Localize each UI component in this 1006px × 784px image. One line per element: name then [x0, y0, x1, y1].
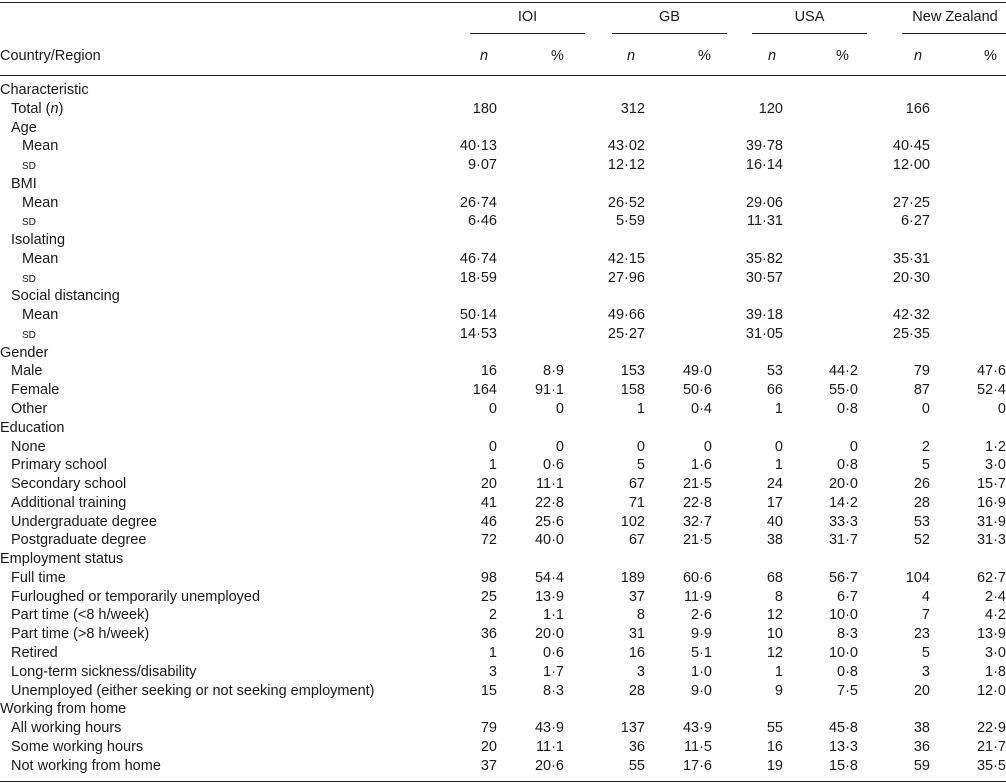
cell-gb-n: 28 — [628, 682, 645, 699]
cell-usa-n: 68 — [766, 569, 783, 586]
cell-gb-pct: 11·5 — [684, 738, 712, 755]
table-row — [0, 381, 1006, 400]
cell-gb-pct: 1·6 — [691, 457, 712, 474]
subheader-n-ioi: n — [480, 48, 489, 64]
table-row — [0, 475, 1006, 494]
cell-ioi-n: 46·74 — [459, 250, 497, 267]
cell-usa-n: 1 — [774, 401, 783, 418]
cell-gb-pct: 1·0 — [691, 663, 712, 680]
table-row — [0, 494, 1006, 513]
cell-usa-pct: 56·7 — [828, 569, 858, 586]
row-label: Characteristic — [0, 82, 89, 98]
cell-nz-n: 0 — [921, 401, 930, 418]
cell-nz-pct: 21·7 — [976, 738, 1006, 755]
cell-gb-pct: 17·6 — [682, 757, 712, 774]
table-row — [0, 175, 1006, 194]
table-row — [0, 81, 1006, 100]
cell-nz-n: 2 — [921, 438, 930, 455]
table-row — [0, 287, 1006, 306]
cell-nz-n: 28 — [913, 494, 930, 511]
cell-usa-pct: 7·5 — [837, 682, 858, 699]
cell-usa-n: 8 — [774, 588, 783, 605]
cell-gb-pct: 21·5 — [682, 532, 712, 549]
cell-gb-n: 31 — [628, 626, 645, 643]
cell-nz-pct: 0 — [997, 401, 1006, 418]
cell-usa-pct: 31·7 — [828, 532, 858, 549]
cell-nz-n: 5 — [921, 644, 930, 661]
cell-usa-pct: 0·8 — [837, 401, 858, 418]
cell-gb-n: 312 — [620, 100, 645, 117]
cell-gb-n: 67 — [628, 532, 645, 549]
cell-ioi-pct: 0 — [555, 401, 564, 418]
cell-ioi-n: 180 — [472, 100, 497, 117]
cell-gb-n: 8 — [636, 607, 645, 624]
table-row — [0, 269, 1006, 288]
row-label: Age — [11, 119, 37, 136]
cell-usa-pct: 0·8 — [837, 663, 858, 680]
cell-usa-n: 39·78 — [745, 138, 783, 155]
cell-ioi-pct: 0·6 — [543, 457, 564, 474]
cell-gb-n: 16 — [628, 644, 645, 661]
cell-nz-pct: 35·5 — [976, 757, 1006, 774]
row-label: Some working hours — [11, 738, 144, 755]
cell-nz-n: 27·25 — [892, 194, 930, 211]
row-label: Part time (<8 h/week) — [11, 607, 150, 624]
cell-gb-n: 26·52 — [607, 194, 645, 211]
cell-ioi-pct: 43·9 — [534, 720, 564, 737]
cell-usa-pct: 20·0 — [828, 476, 858, 493]
cell-ioi-n: 1 — [488, 644, 497, 661]
cell-nz-n: 40·45 — [892, 138, 930, 155]
row-label: BMI — [11, 175, 37, 192]
cell-gb-n: 3 — [636, 663, 645, 680]
cell-ioi-pct: 0 — [555, 438, 564, 455]
cell-usa-n: 19 — [766, 757, 783, 774]
cell-gb-pct: 60·6 — [682, 569, 712, 586]
cell-nz-pct: 3·0 — [985, 644, 1006, 661]
cell-gb-pct: 5·1 — [691, 644, 712, 661]
cell-gb-pct: 9·0 — [691, 682, 712, 699]
cell-usa-n: 35·82 — [745, 250, 783, 267]
cell-nz-pct: 16·9 — [976, 494, 1006, 511]
cell-usa-pct: 0 — [849, 438, 858, 455]
table-row — [0, 663, 1006, 682]
table-body — [0, 81, 1006, 775]
row-label: sd — [22, 269, 36, 286]
cell-gb-n: 5·59 — [615, 213, 645, 230]
subheader-pct-nz: % — [984, 48, 997, 64]
cell-usa-pct: 55·0 — [828, 382, 858, 399]
subheader-n-gb: n — [627, 48, 636, 64]
cell-ioi-n: 98 — [480, 569, 497, 586]
cell-ioi-pct: 20·0 — [534, 626, 564, 643]
cell-gb-pct: 2·6 — [691, 607, 712, 624]
cell-usa-n: 38 — [766, 532, 783, 549]
cell-nz-n: 7 — [921, 607, 930, 624]
cell-nz-n: 12·00 — [892, 157, 930, 174]
table-row — [0, 250, 1006, 269]
cell-gb-pct: 49·0 — [682, 363, 712, 380]
cell-usa-n: 12 — [766, 607, 783, 624]
cell-gb-n: 43·02 — [607, 138, 645, 155]
cell-usa-n: 10 — [766, 626, 783, 643]
cell-gb-pct: 43·9 — [682, 720, 712, 737]
table-row — [0, 362, 1006, 381]
row-label: Working from home — [0, 701, 127, 718]
cell-gb-n: 102 — [620, 513, 645, 530]
cell-ioi-pct: 0·6 — [543, 644, 564, 661]
usa-header-rule — [752, 33, 867, 34]
row-label: sd — [22, 157, 36, 174]
cell-gb-pct: 32·7 — [682, 513, 712, 530]
gb-header-rule — [612, 33, 727, 34]
cell-ioi-n: 50·14 — [459, 307, 497, 324]
table-row — [0, 644, 1006, 663]
cell-ioi-pct: 13·9 — [534, 588, 564, 605]
cell-usa-n: 24 — [766, 476, 783, 493]
subheader-pct-ioi: % — [551, 48, 564, 64]
cell-ioi-pct: 8·9 — [543, 363, 564, 380]
cell-ioi-pct: 54·4 — [534, 569, 564, 586]
subheader-pct-gb: % — [698, 48, 711, 64]
cell-nz-n: 104 — [905, 569, 930, 586]
row-label: Not working from home — [11, 757, 161, 774]
cell-nz-pct: 62·7 — [976, 569, 1006, 586]
cell-nz-pct: 4·2 — [985, 607, 1006, 624]
table-row — [0, 400, 1006, 419]
row-label: Other — [11, 401, 48, 418]
table-row — [0, 212, 1006, 231]
row-label: Unemployed (either seeking or not seeking employment) — [11, 682, 375, 699]
cell-usa-n: 31·05 — [745, 325, 783, 342]
row-label: Mean — [22, 194, 59, 211]
row-label: Mean — [22, 250, 59, 267]
cell-ioi-pct: 11·1 — [536, 476, 564, 493]
table-row — [0, 156, 1006, 175]
row-label: Female — [11, 382, 60, 399]
cell-ioi-n: 16 — [480, 363, 497, 380]
bottom-rule — [0, 781, 1006, 782]
table-row — [0, 719, 1006, 738]
cell-usa-n: 12 — [766, 644, 783, 661]
cell-gb-n: 27·96 — [607, 269, 645, 286]
cell-ioi-n: 18·59 — [459, 269, 497, 286]
cell-nz-pct: 2·4 — [985, 588, 1006, 605]
table-row — [0, 588, 1006, 607]
table-row — [0, 700, 1006, 719]
cell-nz-pct: 31·9 — [976, 513, 1006, 530]
subheader-pct-usa: % — [836, 48, 849, 64]
cell-nz-pct: 22·9 — [976, 720, 1006, 737]
row-label: Undergraduate degree — [11, 513, 157, 530]
cell-gb-n: 25·27 — [607, 325, 645, 342]
cell-nz-pct: 15·7 — [976, 476, 1006, 493]
table-row — [0, 738, 1006, 757]
cell-nz-pct: 31·3 — [976, 532, 1006, 549]
cell-usa-pct: 33·3 — [828, 513, 858, 530]
cell-ioi-pct: 40·0 — [534, 532, 564, 549]
cell-ioi-n: 15 — [480, 682, 497, 699]
row-label: Male — [11, 363, 43, 380]
cell-usa-pct: 44·2 — [828, 363, 858, 380]
cell-ioi-pct: 1·1 — [543, 607, 564, 624]
row-label: Mean — [22, 138, 59, 155]
cell-usa-n: 55 — [766, 720, 783, 737]
row-label: Part time (>8 h/week) — [11, 626, 150, 643]
cell-gb-n: 42·15 — [607, 250, 645, 267]
cell-gb-n: 37 — [628, 588, 645, 605]
table-row — [0, 531, 1006, 550]
row-label: Employment status — [0, 551, 124, 568]
cell-nz-n: 79 — [913, 363, 930, 380]
row-label: Total (n) — [11, 100, 64, 117]
cell-ioi-pct: 22·8 — [534, 494, 564, 511]
cell-usa-n: 9 — [774, 682, 783, 699]
cell-nz-n: 166 — [905, 100, 930, 117]
table-row — [0, 194, 1006, 213]
cell-nz-pct: 47·6 — [976, 363, 1006, 380]
cell-ioi-pct: 8·3 — [543, 682, 564, 699]
table-row — [0, 550, 1006, 569]
cell-nz-pct: 52·4 — [976, 382, 1006, 399]
group-header-ioi: IOI — [517, 9, 538, 25]
cell-ioi-n: 0 — [488, 401, 497, 418]
cell-ioi-n: 164 — [472, 382, 497, 399]
cell-usa-n: 40 — [766, 513, 783, 530]
table-row — [0, 682, 1006, 701]
cell-ioi-pct: 25·6 — [534, 513, 564, 530]
cell-ioi-n: 14·53 — [459, 325, 497, 342]
cell-nz-n: 25·35 — [892, 325, 930, 342]
cell-gb-pct: 50·6 — [682, 382, 712, 399]
table-row — [0, 419, 1006, 438]
cell-gb-n: 153 — [620, 363, 645, 380]
row-label: Social distancing — [11, 288, 120, 305]
cell-gb-pct: 0 — [703, 438, 712, 455]
cell-gb-n: 5 — [636, 457, 645, 474]
top-rule — [0, 2, 1006, 3]
cell-ioi-n: 37 — [480, 757, 497, 774]
row-label: Furloughed or temporarily unemployed — [11, 588, 261, 605]
cell-usa-pct: 0·8 — [837, 457, 858, 474]
cell-usa-n: 39·18 — [745, 307, 783, 324]
cell-usa-pct: 10·0 — [828, 607, 858, 624]
cell-gb-pct: 21·5 — [682, 476, 712, 493]
cell-ioi-n: 26·74 — [459, 194, 497, 211]
cell-ioi-n: 40·13 — [459, 138, 497, 155]
table-row — [0, 137, 1006, 156]
cell-gb-n: 67 — [628, 476, 645, 493]
cell-gb-pct: 0·4 — [691, 401, 712, 418]
cell-usa-n: 1 — [774, 663, 783, 680]
cell-nz-n: 5 — [921, 457, 930, 474]
row-label: Full time — [11, 569, 66, 586]
cell-ioi-n: 9·07 — [467, 157, 497, 174]
cell-ioi-n: 20 — [480, 738, 497, 755]
cell-usa-pct: 8·3 — [837, 626, 858, 643]
table-row — [0, 606, 1006, 625]
cell-gb-n: 55 — [628, 757, 645, 774]
cell-usa-pct: 6·7 — [837, 588, 858, 605]
cell-nz-n: 59 — [913, 757, 930, 774]
cell-gb-n: 137 — [620, 720, 645, 737]
cell-ioi-n: 79 — [480, 720, 497, 737]
cell-ioi-n: 25 — [480, 588, 497, 605]
row-label: None — [11, 438, 46, 455]
row-label: Secondary school — [11, 476, 127, 493]
table-row — [0, 569, 1006, 588]
cell-gb-n: 12·12 — [607, 157, 645, 174]
cell-usa-n: 53 — [766, 363, 783, 380]
row-label: Education — [0, 419, 65, 436]
cell-ioi-n: 72 — [480, 532, 497, 549]
cell-nz-n: 42·32 — [892, 307, 930, 324]
cell-ioi-pct: 91·1 — [534, 382, 564, 399]
cell-nz-n: 3 — [921, 663, 930, 680]
cell-gb-n: 1 — [636, 401, 645, 418]
cell-ioi-n: 20 — [480, 476, 497, 493]
row-header-label: Country/Region — [0, 48, 101, 64]
cell-nz-n: 87 — [913, 382, 930, 399]
table-row — [0, 100, 1006, 119]
cell-gb-pct: 11·9 — [684, 588, 712, 605]
cell-ioi-n: 36 — [480, 626, 497, 643]
cell-nz-n: 52 — [913, 532, 930, 549]
cell-ioi-n: 0 — [488, 438, 497, 455]
cell-gb-n: 0 — [636, 438, 645, 455]
cell-usa-n: 1 — [774, 457, 783, 474]
table-row — [0, 625, 1006, 644]
cell-nz-n: 20·30 — [892, 269, 930, 286]
cell-ioi-pct: 11·1 — [536, 738, 564, 755]
cell-nz-n: 53 — [913, 513, 930, 530]
cell-gb-n: 158 — [620, 382, 645, 399]
cell-usa-pct: 13·3 — [828, 738, 858, 755]
cell-nz-n: 36 — [913, 738, 930, 755]
cell-nz-n: 35·31 — [892, 250, 930, 267]
ioi-header-rule — [470, 33, 585, 34]
cell-nz-pct: 12·0 — [976, 682, 1006, 699]
table-row — [0, 438, 1006, 457]
cell-nz-n: 26 — [913, 476, 930, 493]
group-header-new-zealand: New Zealand — [912, 9, 998, 25]
group-header-gb: GB — [659, 9, 680, 25]
row-label: sd — [22, 213, 36, 230]
row-label: Gender — [0, 344, 49, 361]
cell-gb-n: 49·66 — [607, 307, 645, 324]
row-label: Primary school — [11, 457, 107, 474]
row-label: Additional training — [11, 494, 127, 511]
table-row — [0, 456, 1006, 475]
row-label: All working hours — [11, 720, 122, 737]
cell-ioi-n: 2 — [488, 607, 497, 624]
cell-nz-n: 6·27 — [900, 213, 930, 230]
cell-usa-pct: 10·0 — [828, 644, 858, 661]
cell-gb-n: 189 — [620, 569, 645, 586]
subheader-n-nz: n — [914, 48, 923, 64]
cell-ioi-n: 6·46 — [467, 213, 497, 230]
cell-ioi-n: 1 — [488, 457, 497, 474]
cell-nz-n: 38 — [913, 720, 930, 737]
cell-nz-n: 4 — [921, 588, 930, 605]
cell-nz-n: 23 — [913, 626, 930, 643]
cell-usa-n: 16 — [766, 738, 783, 755]
table-row — [0, 325, 1006, 344]
table-row — [0, 344, 1006, 363]
cell-usa-n: 0 — [774, 438, 783, 455]
cell-nz-pct: 1·8 — [985, 663, 1006, 680]
cell-usa-pct: 45·8 — [828, 720, 858, 737]
table-row — [0, 119, 1006, 138]
cell-usa-n: 66 — [766, 382, 783, 399]
cell-gb-pct: 9·9 — [691, 626, 712, 643]
cell-usa-n: 120 — [758, 100, 783, 117]
row-label: sd — [22, 325, 36, 342]
table-row — [0, 513, 1006, 532]
nz-header-rule — [902, 33, 1006, 34]
cell-usa-n: 17 — [766, 494, 783, 511]
subheader-n-usa: n — [768, 48, 777, 64]
cell-ioi-n: 46 — [480, 513, 497, 530]
cell-nz-pct: 13·9 — [976, 626, 1006, 643]
table-row — [0, 757, 1006, 776]
row-label: Long-term sickness/disability — [11, 663, 197, 680]
cell-usa-pct: 15·8 — [828, 757, 858, 774]
cell-ioi-n: 3 — [488, 663, 497, 680]
cell-nz-n: 20 — [913, 682, 930, 699]
row-label: Isolating — [11, 232, 66, 249]
cell-gb-pct: 22·8 — [682, 494, 712, 511]
table-row — [0, 306, 1006, 325]
cell-usa-n: 11·31 — [746, 213, 783, 230]
row-label: Postgraduate degree — [11, 532, 147, 549]
cell-ioi-n: 41 — [480, 494, 497, 511]
cell-usa-pct: 14·2 — [828, 494, 858, 511]
cell-usa-n: 16·14 — [745, 157, 783, 174]
row-label: Mean — [22, 307, 59, 324]
cell-ioi-pct: 1·7 — [543, 663, 564, 680]
cell-gb-n: 36 — [628, 738, 645, 755]
group-header-usa: USA — [794, 9, 825, 25]
row-label: Retired — [11, 644, 58, 661]
table-row — [0, 231, 1006, 250]
cell-nz-pct: 1·2 — [985, 438, 1006, 455]
cell-usa-n: 29·06 — [745, 194, 783, 211]
header-bottom-rule — [0, 75, 1006, 76]
cell-nz-pct: 3·0 — [985, 457, 1006, 474]
cell-usa-n: 30·57 — [745, 269, 783, 286]
cell-gb-n: 71 — [628, 494, 645, 511]
cell-ioi-pct: 20·6 — [534, 757, 564, 774]
